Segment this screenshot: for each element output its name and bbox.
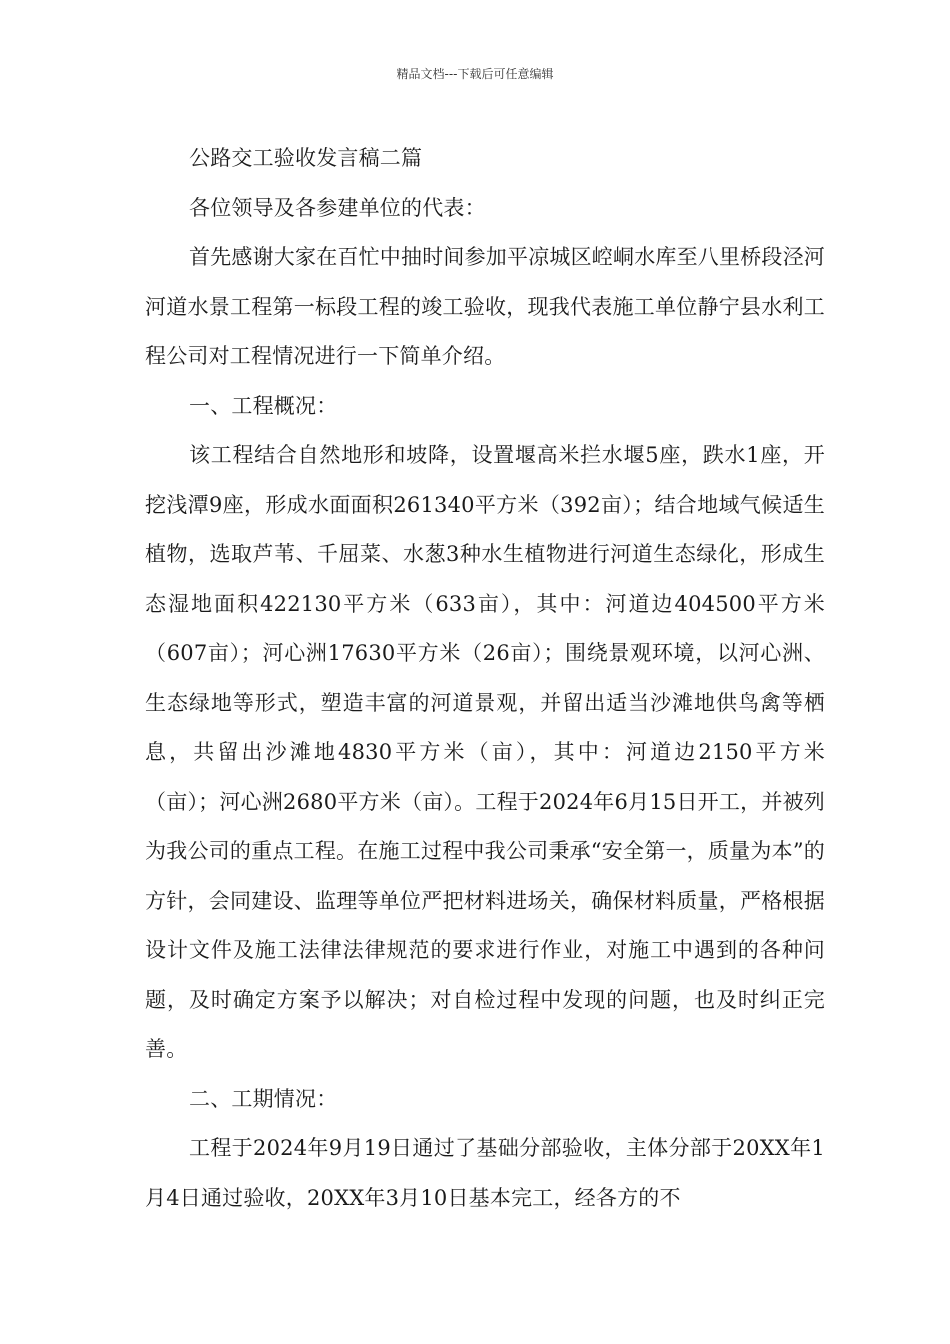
intro-paragraph: 首先感谢大家在百忙中抽时间参加平凉城区崆峒水库至八里桥段泾河河道水景工程第一标段工程的竣工验收，现我代表施工单位静宁县水利工程公司对工程情况进行一下简单介绍。 <box>145 245 825 368</box>
greeting-paragraph: 各位领导及各参建单位的代表： <box>189 195 486 220</box>
page-header: 精品文档---下载后可任意编辑 <box>396 67 554 81</box>
document-title: 公路交工验收发言稿二篇 <box>189 146 423 170</box>
overview-paragraph: 该工程结合自然地形和坡降，设置堰高米拦水堰5座，跌水1座，开挖浅潭9座，形成水面面积261340平方米（392亩）；结合地域气候适生植物，选取芦苇、千屈菜、水葱3种水生植物进行河道生态绿化，形成生态湿地面积422130平方米（633亩），其中：河道边404500平方米（607亩）；河心洲17630平方米（26亩）；围绕景观环境，以河心洲、生态绿地等形式，塑造丰富的河道景观，并留出适当沙滩地供鸟禽等栖息，共留出沙滩地4830平方米（亩），其中：河道边2150平方米（亩）；河心洲2680平方米（亩）。工程于2024年6月15日开工，并被列为我公司的重点工程。在施工过程中我公司秉承“安全第一，质量为本”的方针，会同建设、监理等单位严把材料进场关，确保材料质量，严格根据设计文件及施工法律法律规范的要求进行作业，对施工中遇到的各种问题，及时确定方案予以解决；对自检过程中发现的问题，也及时纠正完善。 <box>145 443 825 1061</box>
schedule-paragraph: 工程于2024年9月19日通过了基础分部验收，主体分部于20XX年1月4日通过验收，20XX年3月10日基本完工，经各方的不 <box>145 1136 825 1210</box>
section-heading-schedule: 二、工期情况： <box>189 1086 338 1111</box>
section-heading-overview: 一、工程概况： <box>189 393 338 418</box>
document-body <box>145 134 825 1223</box>
